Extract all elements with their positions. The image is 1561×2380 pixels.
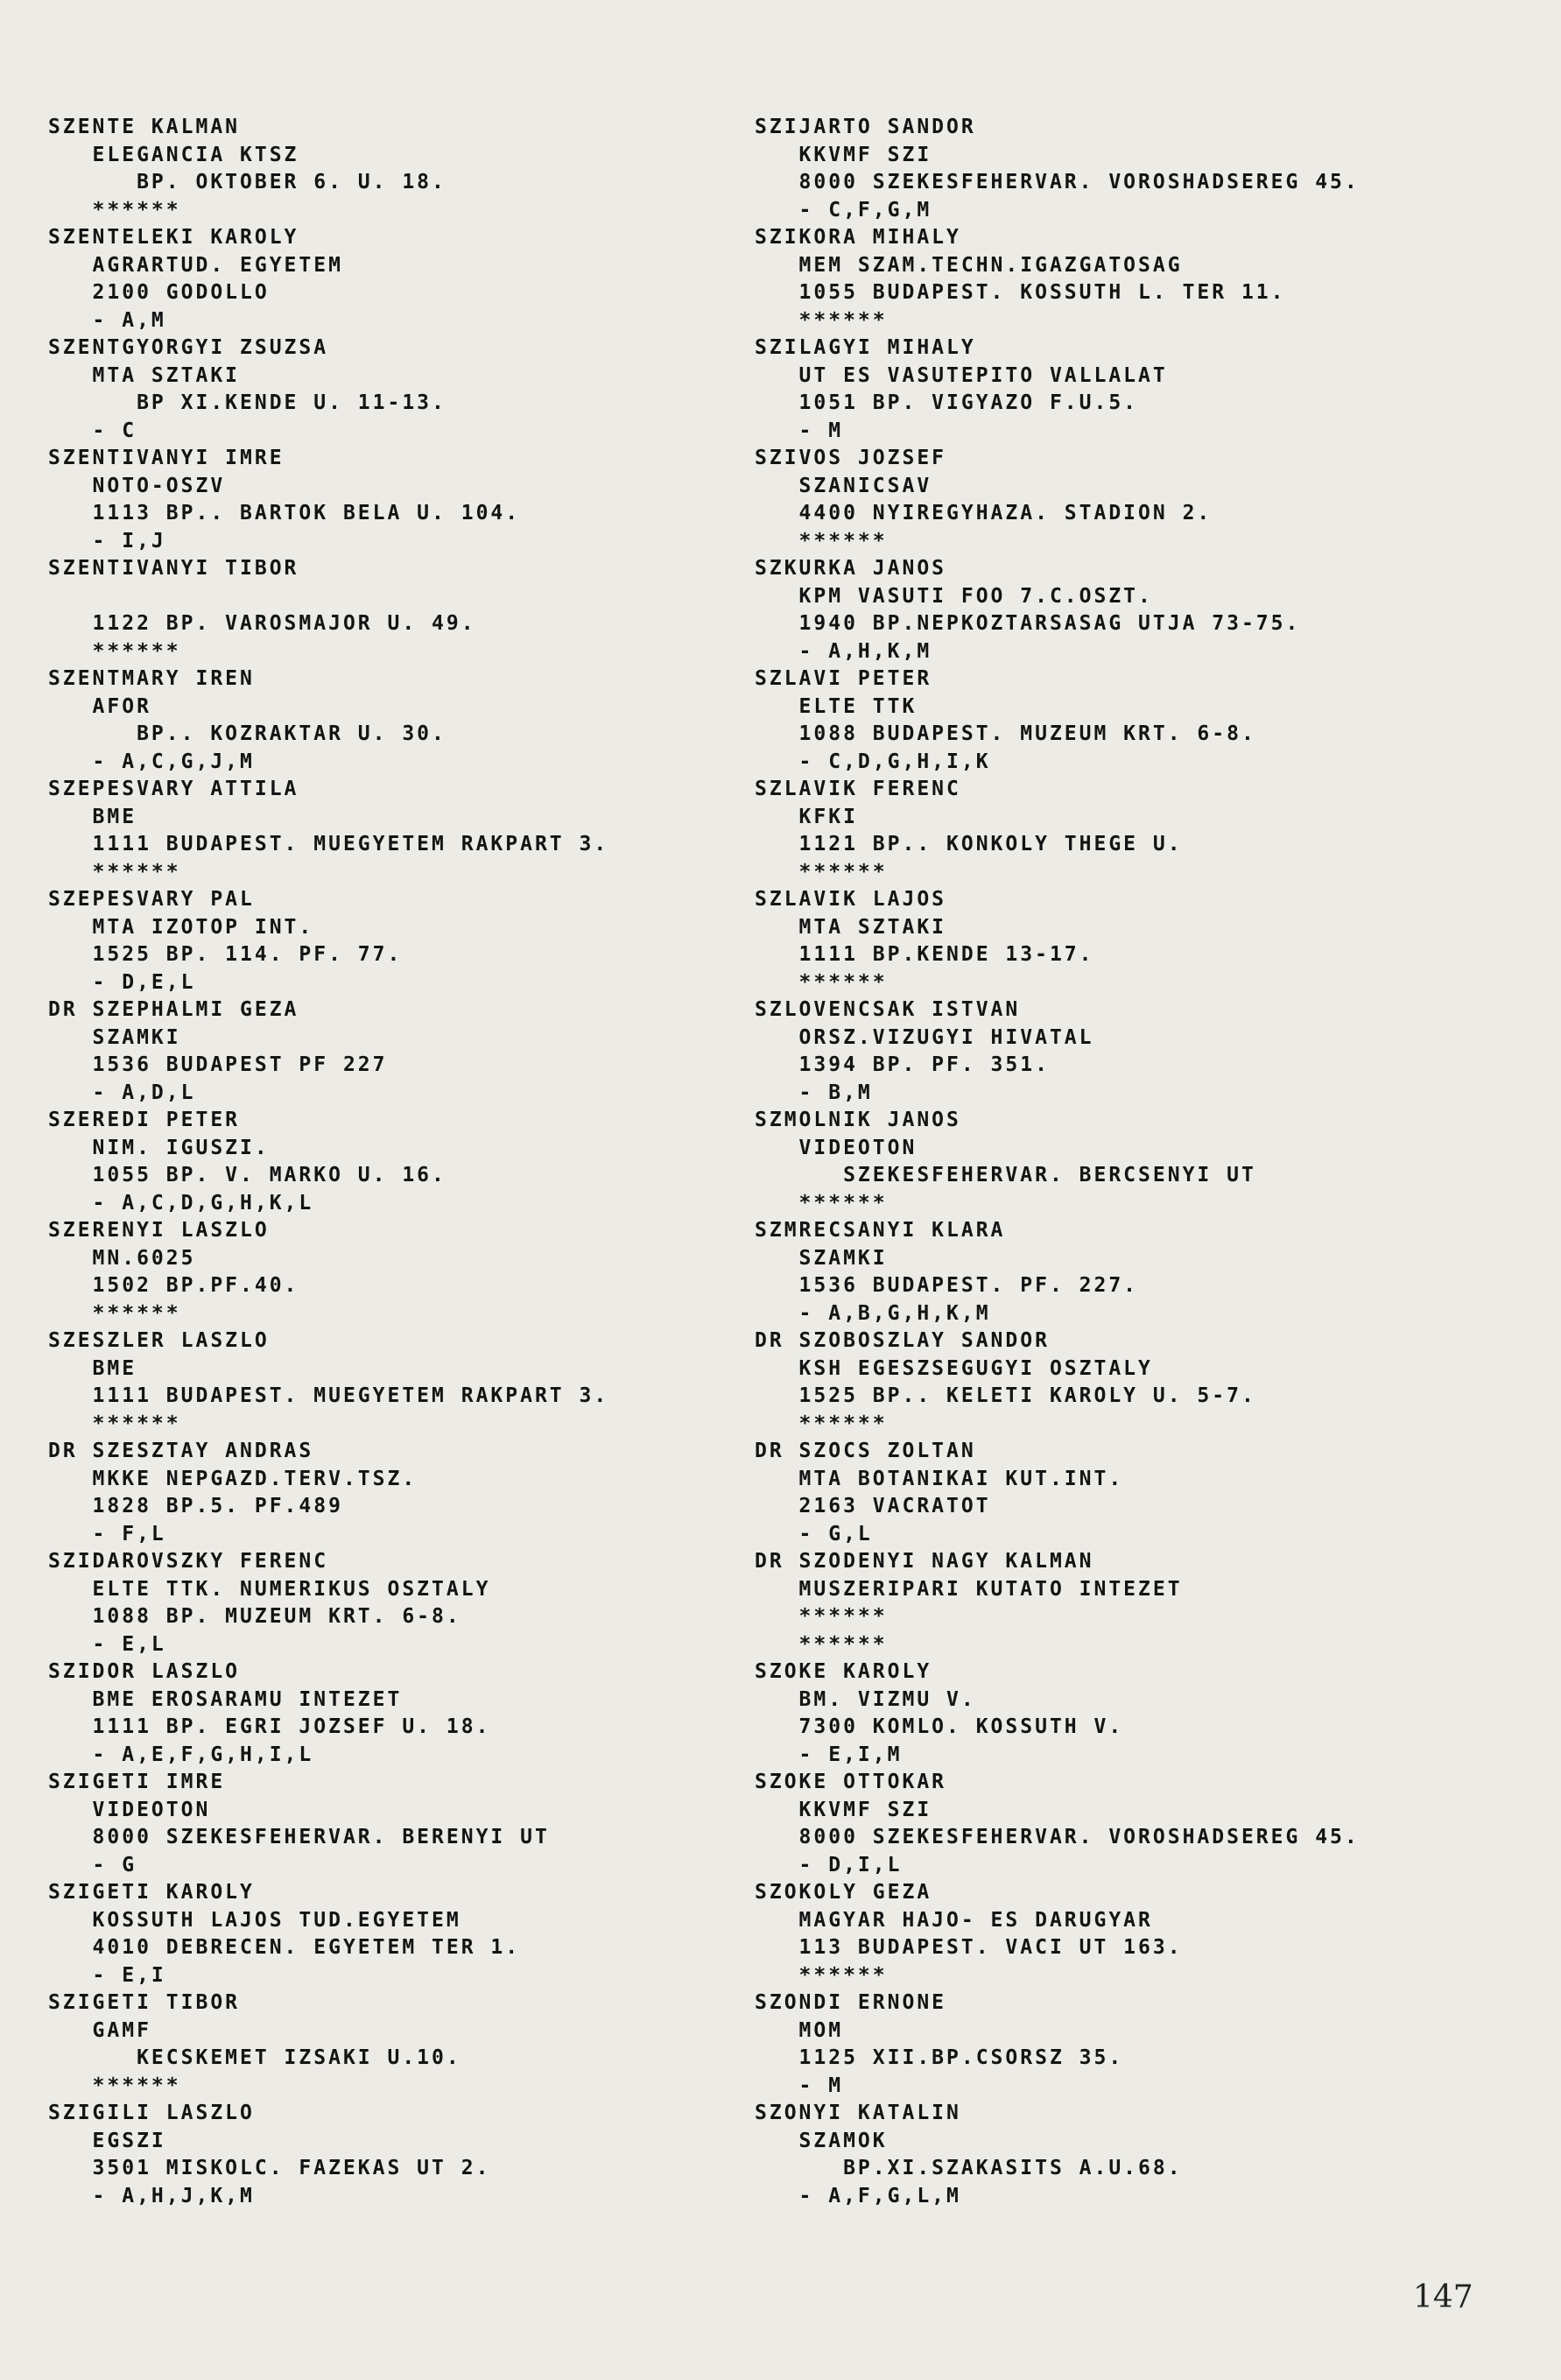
entry-codes: - M	[755, 2074, 844, 2097]
entry-codes: ******	[755, 308, 888, 332]
entry-codes: ******	[48, 639, 181, 663]
entry-organization: SZAMOK	[755, 2129, 888, 2152]
entry-name: SZIJARTO SANDOR	[755, 116, 976, 138]
directory-entry	[48, 1879, 749, 1989]
entry-codes: - F,L	[48, 1522, 166, 1546]
directory-entry	[755, 1107, 1455, 1217]
entry-address: 2100 GODOLLO	[48, 281, 270, 304]
entry-name: SZIKORA MIHALY	[755, 226, 961, 249]
directory-entry	[755, 555, 1455, 665]
entry-organization: MTA SZTAKI	[755, 915, 947, 939]
entry-address: 1125 XII.BP.CSORSZ 35.	[755, 2046, 1124, 2069]
entry-organization	[48, 583, 749, 611]
directory-entry	[755, 1769, 1455, 1879]
entry-name: SZENTMARY IREN	[48, 667, 255, 690]
directory-entry	[755, 1217, 1455, 1327]
entry-codes: ******	[48, 1301, 181, 1325]
entry-organization: AGRARTUD. EGYETEM	[48, 253, 343, 277]
entry-name: SZIDAROVSZKY FERENC	[48, 1550, 329, 1573]
entry-organization: KOSSUTH LAJOS TUD.EGYETEM	[48, 1908, 461, 1932]
entry-address: 4010 DEBRECEN. EGYETEM TER 1.	[48, 1936, 521, 1959]
entry-name: SZENTELEKI KAROLY	[48, 226, 299, 249]
directory-entry	[48, 776, 749, 886]
directory-entry	[755, 1327, 1455, 1438]
entry-address: 1122 BP. VAROSMAJOR U. 49.	[48, 612, 476, 635]
entry-name: SZOKE OTTOKAR	[755, 1771, 947, 1793]
entry-codes: - C,F,G,M	[755, 198, 932, 222]
directory-entry	[48, 445, 749, 555]
entry-codes: - I,J	[48, 529, 166, 553]
entry-codes: - A,H,J,K,M	[48, 2184, 255, 2207]
entry-codes: ******	[48, 198, 181, 222]
entry-address: BP.. KOZRAKTAR U. 30.	[48, 722, 447, 745]
entry-name: SZMOLNIK JANOS	[755, 1109, 961, 1131]
entry-codes: - B,M	[755, 1081, 873, 1104]
entry-name: SZKURKA JANOS	[755, 557, 947, 580]
entry-address: BP. OKTOBER 6. U. 18.	[48, 171, 447, 194]
entry-codes: - E,L	[48, 1632, 166, 1656]
entry-name: SZIGILI LASZLO	[48, 2102, 255, 2124]
directory-entry	[48, 1107, 749, 1217]
entry-name: SZMRECSANYI KLARA	[755, 1219, 1006, 1242]
entry-organization: NIM. IGUSZI.	[48, 1136, 270, 1159]
entry-name: SZONDI ERNONE	[755, 1991, 947, 2014]
directory-entry	[48, 1548, 749, 1658]
entry-codes: - M	[755, 419, 844, 442]
entry-address: 1088 BUDAPEST. MUZEUM KRT. 6-8.	[755, 722, 1256, 745]
entry-organization: ELTE TTK	[755, 694, 918, 718]
directory-entry	[48, 1769, 749, 1879]
entry-address: 1828 BP.5. PF.489	[48, 1495, 343, 1517]
entry-name: SZEREDI PETER	[48, 1109, 241, 1131]
directory-entry	[48, 886, 749, 996]
directory-entry	[755, 1989, 1455, 2100]
entry-organization: MOM	[755, 2018, 844, 2042]
entry-address: 1111 BUDAPEST. MUEGYETEM RAKPART 3.	[48, 1384, 609, 1407]
entry-name: SZENTIVANYI TIBOR	[48, 557, 299, 580]
entry-address: 1088 BP. MUZEUM KRT. 6-8.	[48, 1605, 461, 1628]
directory-entry	[755, 1879, 1455, 1989]
directory-entry	[48, 114, 749, 224]
entry-name: DR SZESZTAY ANDRAS	[48, 1440, 314, 1462]
entry-name: SZIVOS JOZSEF	[755, 447, 947, 469]
entry-address: 1536 BUDAPEST. PF. 227.	[755, 1274, 1139, 1297]
entry-codes: ******	[755, 970, 888, 994]
entry-name: DR SZOCS ZOLTAN	[755, 1440, 976, 1462]
entry-codes: ******	[755, 529, 888, 553]
entry-address: 8000 SZEKESFEHERVAR. VOROSHADSEREG 45.	[755, 1826, 1360, 1848]
entry-name: SZIDOR LASZLO	[48, 1660, 241, 1683]
entry-codes: - D,E,L	[48, 970, 196, 994]
entry-address: 1113 BP.. BARTOK BELA U. 104.	[48, 502, 521, 525]
entry-codes: - A,H,K,M	[755, 639, 932, 663]
directory-entry	[755, 776, 1455, 886]
entry-codes: - A,F,G,L,M	[755, 2184, 961, 2207]
entry-name: SZIGETI IMRE	[48, 1771, 226, 1793]
entry-organization: SZAMKI	[755, 1246, 888, 1270]
entry-codes: - A,M	[48, 308, 166, 332]
entry-codes: - C	[48, 419, 137, 442]
entry-codes: ******	[48, 1412, 181, 1435]
entry-name: SZLAVI PETER	[755, 667, 932, 690]
directory-entry	[755, 665, 1455, 776]
entry-name: SZONYI KATALIN	[755, 2102, 961, 2124]
entry-name: SZENTIVANYI IMRE	[48, 447, 285, 469]
directory-entry	[48, 996, 749, 1107]
entry-organization: ELTE TTK. NUMERIKUS OSZTALY	[48, 1577, 491, 1601]
directory-entry	[755, 334, 1455, 445]
entry-codes: ******	[755, 1632, 888, 1656]
directory-entry	[48, 2100, 749, 2210]
entry-address: 1121 BP.. KONKOLY THEGE U.	[755, 833, 1183, 856]
entry-codes: - G	[48, 1853, 137, 1877]
entry-organization: KKVMF SZI	[755, 1798, 932, 1821]
entry-codes: ******	[755, 1963, 888, 1987]
entry-address: BP.XI.SZAKASITS A.U.68.	[755, 2157, 1183, 2179]
entry-name: DR SZEPHALMI GEZA	[48, 998, 299, 1021]
entry-address: 1051 BP. VIGYAZO F.U.5.	[755, 391, 1139, 414]
entry-address: 2163 VACRATOT	[755, 1495, 991, 1517]
directory-entry	[755, 996, 1455, 1107]
entry-organization: AFOR	[48, 694, 151, 718]
entry-codes: - A,D,L	[48, 1081, 196, 1104]
entry-address: 8000 SZEKESFEHERVAR. VOROSHADSEREG 45.	[755, 171, 1360, 194]
entry-organization: EGSZI	[48, 2129, 166, 2152]
entry-codes: - E,I	[48, 1963, 166, 1987]
entry-address: 1502 BP.PF.40.	[48, 1274, 299, 1297]
entry-organization: NOTO-OSZV	[48, 474, 226, 497]
entry-codes: ******	[48, 860, 181, 884]
entry-organization: KSH EGESZSEGUGYI OSZTALY	[755, 1356, 1153, 1380]
entry-codes: ******	[48, 2074, 181, 2097]
entry-organization: KKVMF SZI	[755, 143, 932, 166]
directory-entry	[755, 224, 1455, 334]
entry-organization: MTA IZOTOP INT.	[48, 915, 314, 939]
entry-codes: - A,E,F,G,H,I,L	[48, 1743, 314, 1766]
entry-address: 1525 BP.. KELETI KAROLY U. 5-7.	[755, 1384, 1256, 1407]
directory-entry	[755, 445, 1455, 555]
entry-address: 7300 KOMLO. KOSSUTH V.	[755, 1715, 1124, 1738]
entry-organization: BME EROSARAMU INTEZET	[48, 1687, 403, 1711]
entry-codes: - G,L	[755, 1522, 873, 1546]
entry-organization: MKKE NEPGAZD.TERV.TSZ.	[48, 1467, 418, 1490]
page-number: 147	[1413, 2279, 1473, 2315]
entry-organization: MTA BOTANIKAI KUT.INT.	[755, 1467, 1124, 1490]
entry-name: SZENTGYORGYI ZSUZSA	[48, 336, 329, 359]
entry-address: 113 BUDAPEST. VACI UT 163.	[755, 1936, 1183, 1959]
entry-codes: - C,D,G,H,I,K	[755, 750, 991, 773]
entry-address: 1940 BP.NEPKOZTARSASAG UTJA 73-75.	[755, 612, 1301, 635]
entry-organization: ORSZ.VIZUGYI HIVATAL	[755, 1025, 1094, 1049]
entry-name: SZEPESVARY PAL	[48, 888, 255, 911]
entry-name: SZIGETI TIBOR	[48, 1991, 241, 2014]
entry-name: DR SZODENYI NAGY KALMAN	[755, 1550, 1094, 1573]
entry-name: SZILAGYI MIHALY	[755, 336, 976, 359]
directory-entry	[755, 1438, 1455, 1548]
directory-entry	[48, 224, 749, 334]
entry-address: BP XI.KENDE U. 11-13.	[48, 391, 447, 414]
directory-entry	[48, 1989, 749, 2100]
directory-entry	[48, 334, 749, 445]
entry-organization: MTA SZTAKI	[48, 363, 241, 387]
entry-address: 8000 SZEKESFEHERVAR. BERENYI UT	[48, 1826, 550, 1848]
entry-name: SZOKOLY GEZA	[755, 1881, 932, 1904]
entry-codes: ******	[755, 1412, 888, 1435]
entry-codes: - E,I,M	[755, 1743, 903, 1766]
entry-name: SZLAVIK LAJOS	[755, 888, 947, 911]
entry-organization: BME	[48, 1356, 137, 1380]
entry-organization: ELEGANCIA KTSZ	[48, 143, 299, 166]
directory-entry	[755, 1658, 1455, 1769]
entry-name: SZLOVENCSAK ISTVAN	[755, 998, 1021, 1021]
entry-codes: - D,I,L	[755, 1853, 903, 1877]
directory-entry	[755, 1548, 1455, 1658]
entry-name: SZOKE KAROLY	[755, 1660, 932, 1683]
entry-organization: KFKI	[755, 805, 858, 828]
directory-entry	[48, 1327, 749, 1438]
entry-codes: - A,B,G,H,K,M	[755, 1301, 991, 1325]
entry-organization: MEM SZAM.TECHN.IGAZGATOSAG	[755, 253, 1183, 277]
entry-name: SZLAVIK FERENC	[755, 778, 961, 800]
entry-codes: ******	[755, 860, 888, 884]
entry-organization: MUSZERIPARI KUTATO INTEZET	[755, 1577, 1183, 1601]
directory-entry	[755, 114, 1455, 224]
directory-entry	[755, 886, 1455, 996]
entry-address: 1525 BP. 114. PF. 77.	[48, 943, 403, 966]
entry-address: 1055 BP. V. MARKO U. 16.	[48, 1164, 447, 1186]
entry-address: 1536 BUDAPEST PF 227	[48, 1053, 388, 1076]
entry-organization: VIDEOTON	[48, 1798, 211, 1821]
entry-organization: MAGYAR HAJO- ES DARUGYAR	[755, 1908, 1153, 1932]
entry-codes: ******	[755, 1191, 888, 1215]
entry-organization: GAMF	[48, 2018, 151, 2042]
directory-entry	[48, 1658, 749, 1769]
entry-organization: KPM VASUTI FOO 7.C.OSZT.	[755, 584, 1153, 608]
entry-address: KECSKEMET IZSAKI U.10.	[48, 2046, 461, 2069]
directory-column-right	[755, 114, 1455, 2210]
directory-entry	[755, 2100, 1455, 2210]
directory-entry	[48, 555, 749, 665]
entry-address: 1111 BP. EGRI JOZSEF U. 18.	[48, 1715, 491, 1738]
entry-organization: VIDEOTON	[755, 1136, 918, 1159]
entry-name: SZENTE KALMAN	[48, 116, 241, 138]
entry-address: ******	[755, 1605, 888, 1628]
entry-organization: UT ES VASUTEPITO VALLALAT	[755, 363, 1168, 387]
entry-address: 1055 BUDAPEST. KOSSUTH L. TER 11.	[755, 281, 1286, 304]
entry-codes: - A,C,G,J,M	[48, 750, 255, 773]
entry-organization: SZANICSAV	[755, 474, 932, 497]
entry-name: SZIGETI KAROLY	[48, 1881, 255, 1904]
entry-address: 3501 MISKOLC. FAZEKAS UT 2.	[48, 2157, 491, 2179]
directory-entry	[48, 1438, 749, 1548]
entry-address: 1394 BP. PF. 351.	[755, 1053, 1050, 1076]
entry-name: SZESZLER LASZLO	[48, 1329, 270, 1352]
directory-entry	[48, 1217, 749, 1327]
entry-organization: BME	[48, 805, 137, 828]
entry-address: 4400 NYIREGYHAZA. STADION 2.	[755, 502, 1213, 525]
directory-column-left	[48, 114, 749, 2210]
entry-organization: MN.6025	[48, 1246, 196, 1270]
entry-address: 1111 BP.KENDE 13-17.	[755, 943, 1094, 966]
entry-name: SZERENYI LASZLO	[48, 1219, 270, 1242]
entry-organization: SZAMKI	[48, 1025, 181, 1049]
entry-address: 1111 BUDAPEST. MUEGYETEM RAKPART 3.	[48, 833, 609, 856]
entry-name: SZEPESVARY ATTILA	[48, 778, 299, 800]
directory-entry	[48, 665, 749, 776]
entry-address: SZEKESFEHERVAR. BERCSENYI UT	[755, 1164, 1256, 1186]
entry-codes: - A,C,D,G,H,K,L	[48, 1191, 314, 1215]
entry-organization: BM. VIZMU V.	[755, 1687, 976, 1711]
entry-name: DR SZOBOSZLAY SANDOR	[755, 1329, 1050, 1352]
